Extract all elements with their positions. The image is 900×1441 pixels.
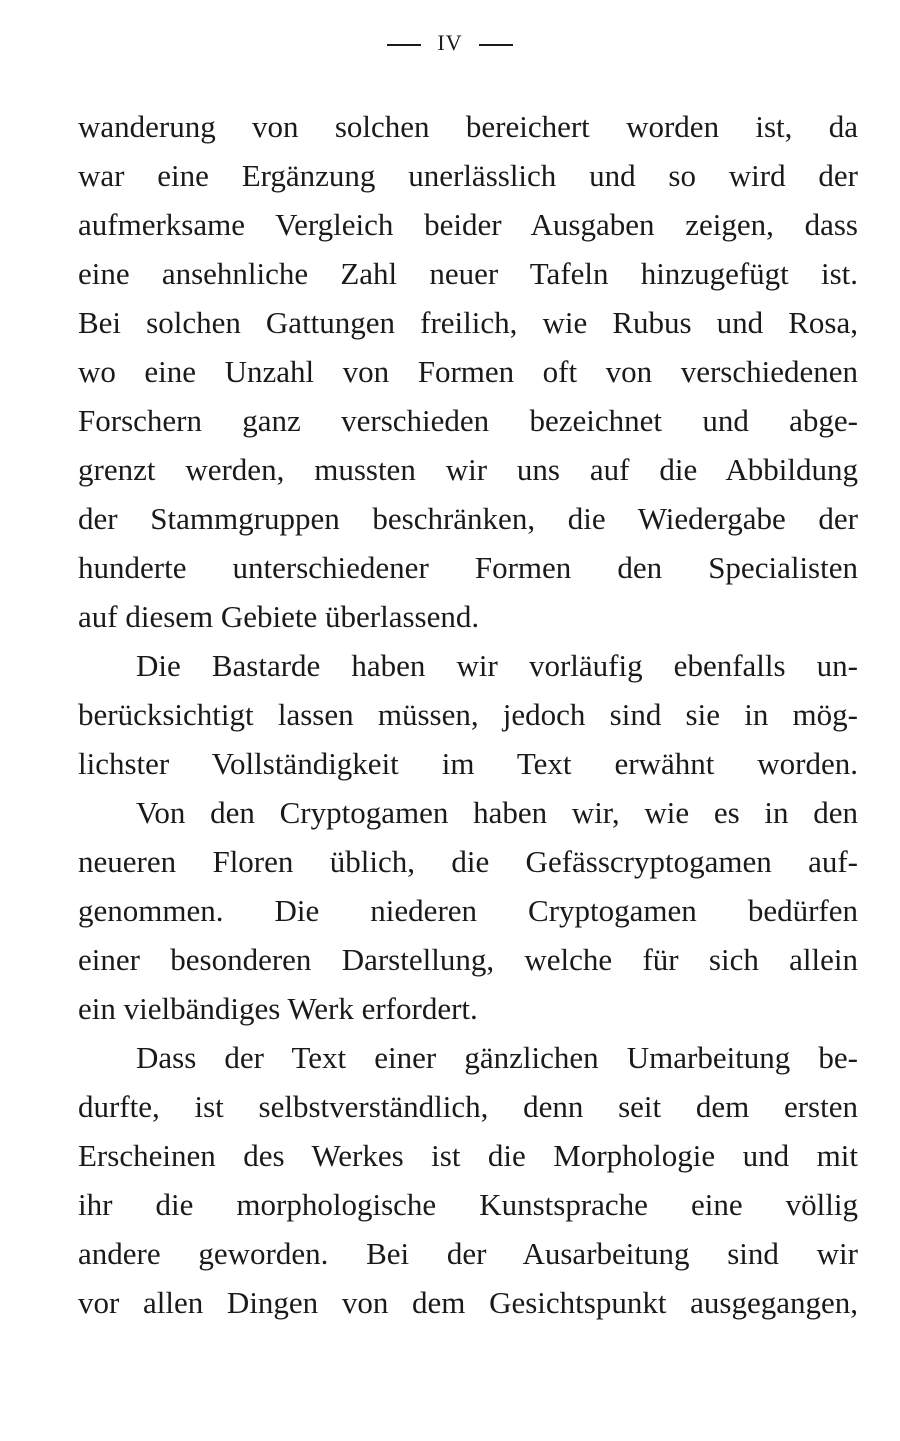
text-line: ihr die morphologische Kunstsprache eine völlig [78, 1187, 858, 1222]
paragraph-1 [78, 102, 858, 641]
text-line: durfte, ist selbstverständlich, denn seit dem ersten [78, 1089, 858, 1124]
text-line: hunderte unterschiedener Formen den Specialisten [78, 550, 858, 585]
header-dash-left [387, 44, 421, 46]
text-line: ein vielbändiges Werk erfordert. [78, 991, 478, 1026]
text-line: einer besonderen Darstellung, welche für sich allein [78, 942, 858, 977]
text-line: Erscheinen des Werkes ist die Morphologie und mit [78, 1138, 858, 1173]
text-line: wo eine Unzahl von Formen oft von verschiedenen [78, 354, 858, 389]
paragraph-2 [78, 641, 858, 788]
body-text [78, 102, 858, 1327]
text-line: vor allen Dingen von dem Gesichtspunkt ausgegangen, [78, 1285, 858, 1320]
text-line: wanderung von solchen bereichert worden ist, da [78, 109, 858, 144]
paragraph-3 [78, 788, 858, 1033]
text-line: der Stammgruppen beschränken, die Wiedergabe der [78, 501, 858, 536]
page-header [0, 30, 900, 56]
text-line: andere geworden. Bei der Ausarbeitung sind wir [78, 1236, 858, 1271]
text-line: aufmerksame Vergleich beider Ausgaben zeigen, dass [78, 207, 858, 242]
text-line: neueren Floren üblich, die Gefässcryptogamen auf- [78, 844, 858, 879]
text-line: lichster Vollständigkeit im Text erwähnt worden. [78, 746, 858, 781]
text-line: Dass der Text einer gänzlichen Umarbeitung be- [136, 1040, 858, 1075]
text-line: eine ansehnliche Zahl neuer Tafeln hinzugefügt ist. [78, 256, 858, 291]
text-line: Die Bastarde haben wir vorläufig ebenfalls un- [136, 648, 858, 683]
text-line: Von den Cryptogamen haben wir, wie es in den [136, 795, 858, 830]
text-line: war eine Ergänzung unerlässlich und so wird der [78, 158, 858, 193]
header-dash-right [479, 44, 513, 46]
text-line: genommen. Die niederen Cryptogamen bedürfen [78, 893, 858, 928]
paragraph-4 [78, 1033, 858, 1327]
text-line: auf diesem Gebiete überlassend. [78, 599, 480, 634]
text-line: Forschern ganz verschieden bezeichnet und abge- [78, 403, 858, 438]
page-number: IV [437, 30, 463, 55]
text-line: berücksichtigt lassen müssen, jedoch sind sie in mög- [78, 697, 858, 732]
text-line: Bei solchen Gattungen freilich, wie Rubus und Rosa, [78, 305, 858, 340]
text-line: grenzt werden, mussten wir uns auf die Abbildung [78, 452, 858, 487]
